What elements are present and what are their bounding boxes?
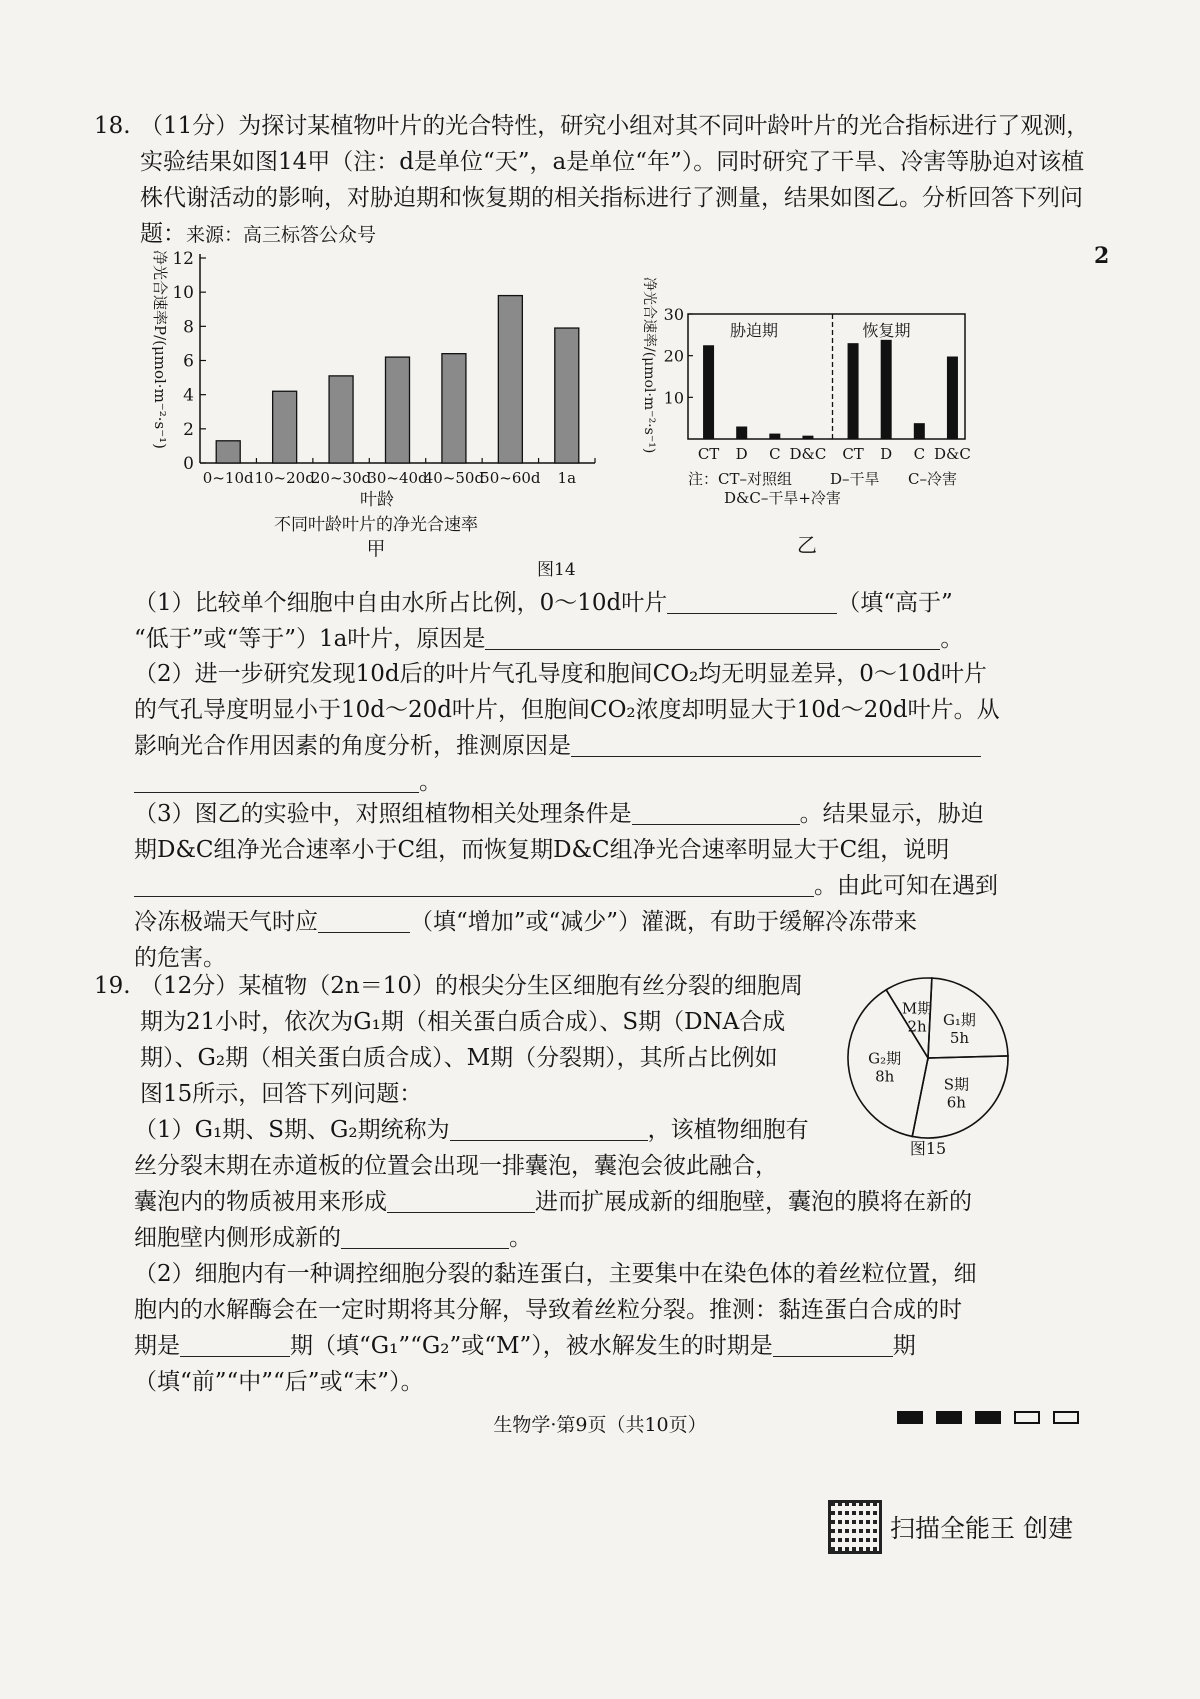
x-tick-label: D <box>880 445 893 463</box>
panel-label: 乙 <box>797 533 817 557</box>
period-label: 恢复期 <box>862 321 911 340</box>
answer-blank[interactable] <box>387 1188 535 1213</box>
bar <box>442 354 466 463</box>
scanner-watermark <box>828 1500 1073 1554</box>
y-tick-label: 0 <box>183 454 194 474</box>
question-number: 19. <box>94 973 131 999</box>
x-tick-label: 0~10d <box>202 469 254 487</box>
y-tick-label: 30 <box>663 305 684 324</box>
figure-caption: 图14 <box>537 560 576 580</box>
x-tick-label: D <box>735 445 748 463</box>
x-axis-label: 叶龄 <box>360 490 394 510</box>
x-tick-label: 1a <box>557 469 577 487</box>
sub-question-1: （1）比较单个细胞中自由水所占比例，0～10d叶片 （填“高于” “低于”或“等于”）1a叶片，原因是 。 <box>134 590 964 652</box>
bar <box>848 343 859 439</box>
answer-blank[interactable] <box>450 1116 648 1141</box>
bar <box>947 357 958 440</box>
bar <box>736 427 747 440</box>
y-tick-label: 4 <box>183 385 194 406</box>
slice-label: G₁期 <box>942 1011 976 1030</box>
answer-blank[interactable] <box>571 732 981 757</box>
x-tick-label: 50~60d <box>480 469 541 487</box>
bar <box>329 376 353 463</box>
note-line: 注：CT–对照组 <box>688 470 792 488</box>
bar <box>386 357 410 463</box>
source-note: 来源：高三标答公众号 <box>186 224 377 246</box>
bar <box>769 434 780 439</box>
y-tick-label: 10 <box>663 388 684 408</box>
answer-blank[interactable] <box>134 872 814 897</box>
bar <box>498 296 522 463</box>
bar <box>555 328 579 463</box>
x-tick-label: 20~30d <box>310 469 372 487</box>
x-tick-label: D&C <box>789 445 827 463</box>
slice-label: 2h <box>907 1017 927 1036</box>
chart-title: 不同叶龄叶片的净光合速率 <box>274 515 478 535</box>
period-label: 胁迫期 <box>730 321 779 340</box>
note-line: D–干旱 <box>830 470 880 488</box>
chart-yi <box>640 272 980 562</box>
bar <box>914 423 925 439</box>
bar <box>881 340 892 439</box>
y-tick-label: 8 <box>183 317 194 338</box>
answer-blank[interactable] <box>667 589 837 614</box>
x-tick-label: CT <box>842 445 864 463</box>
y-axis-label: 净光合速率P/(μmol·m⁻²·s⁻¹) <box>151 250 169 449</box>
answer-blank[interactable] <box>632 800 800 825</box>
x-tick-label: 30~40d <box>367 469 428 487</box>
question-number: 18. <box>94 113 131 139</box>
margin-text: 2 <box>1094 243 1110 269</box>
page-mark <box>1014 1411 1040 1424</box>
figure-caption: 图15 <box>909 1139 947 1158</box>
page-footer: 生物学·第9页（共10页） <box>493 1414 707 1436</box>
page-marks <box>897 1411 1079 1424</box>
slice-label: 5h <box>949 1029 970 1048</box>
panel-label: 甲 <box>366 538 386 560</box>
answer-blank[interactable] <box>134 768 419 793</box>
chart-jia <box>140 245 620 565</box>
x-tick-label: 10~20d <box>254 469 315 487</box>
bar <box>273 391 297 463</box>
page-mark <box>975 1411 1001 1424</box>
qr-code-icon <box>828 1500 882 1554</box>
slice-label: M期 <box>901 999 933 1018</box>
q19-sub-question-1: （1）G₁期、S期、G₂期统称为 ，该植物细胞有 丝分裂末期在赤道板的位置会出现一排囊泡，囊泡会彼此融合， 囊泡内的物质被用来形成 进而扩展成新的细胞壁，囊泡的膜将在新的 细胞壁内侧形成新的 。 <box>134 1117 972 1251</box>
note-line: C–冷害 <box>908 470 957 488</box>
q19-sub-question-2: （2）细胞内有一种调控细胞分裂的黏连蛋白，主要集中在染色体的着丝粒位置，细 胞内的水解酶会在一定时期将其分解，导致着丝粒分裂。推测：黏连蛋白合成的时 期是 期（填“G₁”“G₂”或“M”），被水解发生的时期是 期 （填“前”“中”“后”或“末”）。 <box>134 1261 977 1395</box>
sub-question-2: （2）进一步研究发现10d后的叶片气孔导度和胞间CO₂均无明显差异，0～10d叶片 的气孔导度明显小于10d～20d叶片，但胞间CO₂浓度却明显大于10d～20d叶片。从 影响光合作用因素的角度分析，推测原因是 。 <box>134 661 1000 795</box>
slice-label: 6h <box>946 1093 966 1112</box>
slice-label: G₂期 <box>868 1049 902 1068</box>
answer-blank[interactable] <box>485 625 940 650</box>
question-19: 19. （12分）某植物（2n＝10）的根尖分生区细胞有丝分裂的细胞周 期为21小时，依次为G₁期（相关蛋白质合成）、S期（DNA合成 期）、G₂期（相关蛋白质合成）、M期（分裂期），其所占比例如 图15所示，回答下列问题： <box>94 968 834 1112</box>
x-tick-label: 40~50d <box>423 469 485 487</box>
question-intro: （11分）为探讨某植物叶片的光合特性，研究小组对其不同叶龄叶片的光合指标进行了观测，实验结果如图14甲（注：d是单位“天”，a是单位“年”）。同时研究了干旱、冷害等胁迫对该植株代谢活动的影响，对胁迫期和恢复期的相关指标进行了测量，结果如图乙。分析回答下列问题： <box>140 113 1090 247</box>
answer-blank[interactable] <box>318 908 410 933</box>
y-tick-label: 10 <box>172 283 194 304</box>
scanner-label: 扫描全能王 创建 <box>890 1514 1073 1543</box>
x-tick-label: C <box>913 445 926 463</box>
answer-blank[interactable] <box>180 1332 290 1357</box>
question-18 <box>94 108 1104 253</box>
x-tick-label: CT <box>697 445 720 463</box>
answer-blank[interactable] <box>773 1332 893 1357</box>
bar <box>703 345 714 439</box>
y-tick-label: 6 <box>183 351 194 372</box>
sub-question-3: （3）图乙的实验中，对照组植物相关处理条件是 。结果显示，胁迫 期D&C组净光合速率小于C组，而恢复期D&C组净光合速率明显大于C组，说明 。由此可知在遇到 冷冻极端天气时应 （填“增加”或“减少”）灌溉，有助于缓解冷冻带来 的危害。 <box>134 801 998 971</box>
bar <box>802 436 813 439</box>
y-axis-label: 净光合速率/(μmol·m⁻²·s⁻¹) <box>641 277 657 454</box>
page-mark <box>936 1411 962 1424</box>
y-tick-label: 2 <box>183 419 194 440</box>
y-tick-label: 20 <box>663 346 684 366</box>
page-mark <box>1053 1411 1079 1424</box>
page-mark <box>897 1411 923 1424</box>
note-line: D&C–干旱+冷害 <box>724 489 841 507</box>
x-tick-label: D&C <box>934 445 971 463</box>
y-tick-label: 12 <box>172 249 194 269</box>
slice-label: S期 <box>943 1075 969 1094</box>
x-tick-label: C <box>769 445 781 463</box>
bar <box>216 441 240 463</box>
slice-label: 8h <box>875 1067 895 1086</box>
answer-blank[interactable] <box>341 1224 509 1249</box>
